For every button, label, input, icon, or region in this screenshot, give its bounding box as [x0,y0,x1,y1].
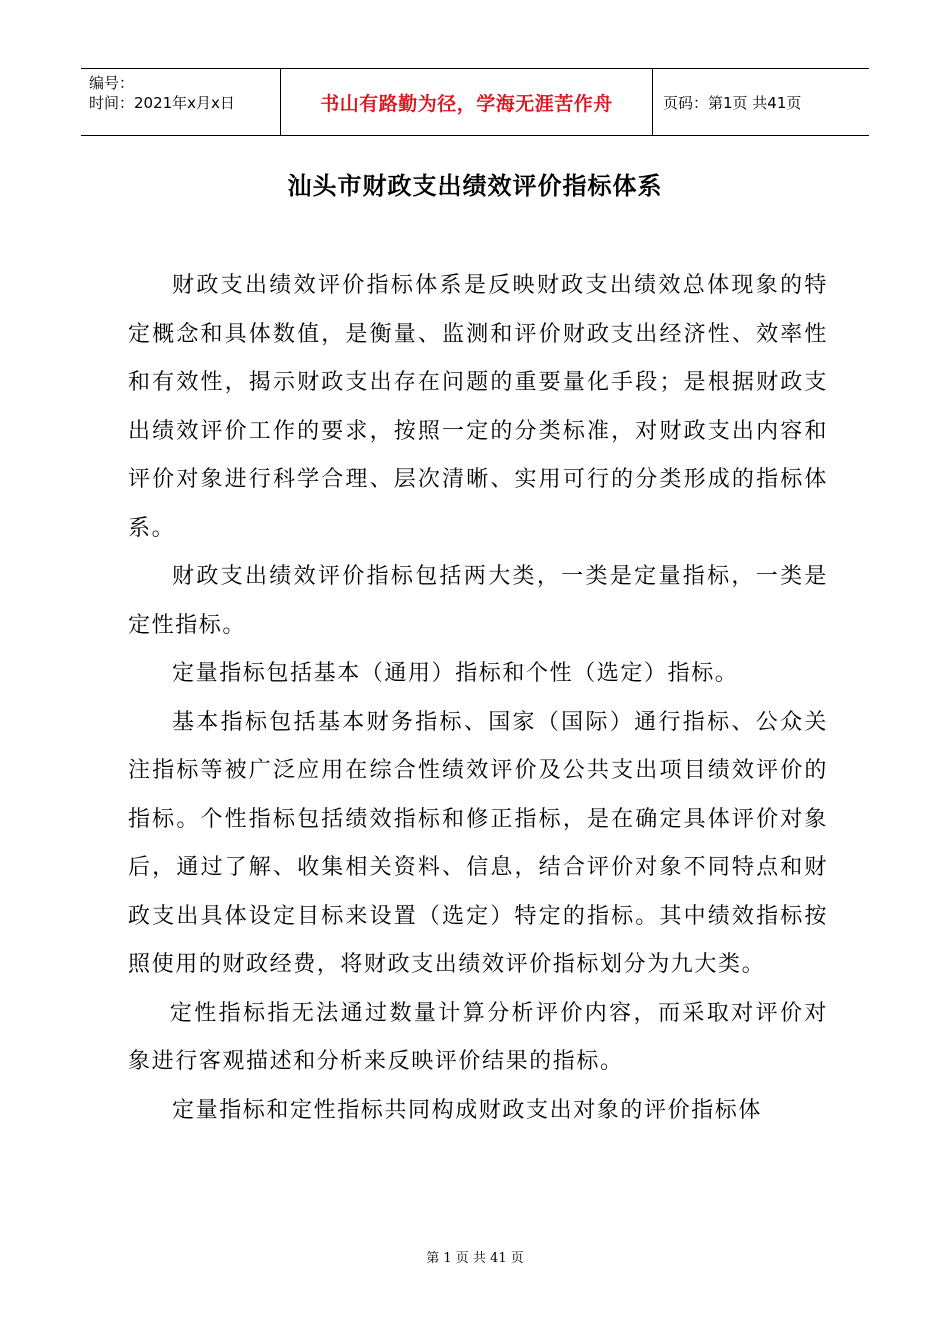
header-page-cell [653,69,869,135]
footer-page-number: 第 1 页 共 41 页 [426,1251,524,1266]
header-meta-cell [81,69,280,135]
paragraph: 财政支出绩效评价指标包括两大类，一类是定量指标，一类是定性指标。 [128,564,828,638]
page-footer [0,1247,950,1266]
date-label: 时间：2021年x月x日 [89,94,235,112]
motto-text: 书山有路勤为径，学海无涯苦作舟 [320,92,613,115]
document-body [128,262,828,1135]
paragraph: 定量指标包括基本（通用）指标和个性（选定）指标。 [172,661,739,686]
header-table [81,68,869,136]
paragraph: 定性指标指无法通过数量计算分析评价内容，而采取对评价对象进行客观描述和分析来反映评价结果的指标。 [128,1000,828,1074]
page-info-text: 页码：第1页 共41页 [663,93,802,112]
serial-number-label: 编号： [89,74,135,92]
paragraph: 定量指标和定性指标共同构成财政支出对象的评价指标体 [172,1097,763,1123]
paragraph: 基本指标包括基本财务指标、国家（国际）通行指标、公众关注指标等被广泛应用在综合性绩效评价及公共支出项目绩效评价的指标。个性指标包括绩效指标和修正指标，是在确定具体评价对象后，通过了解、收集相关资料、信息，结合评价对象不同特点和财政支出具体设定目标来设置（选定）特定的指标。其中绩效指标按照使用的财政经费，将财政支出绩效评价指标划分为九大类。 [128,709,828,977]
paragraph: 财政支出绩效评价指标体系是反映财政支出绩效总体现象的特定概念和具体数值，是衡量、监测和评价财政支出经济性、效率性和有效性，揭示财政支出存在问题的重要量化手段；是根据财政支出绩效评价工作的要求，按照一定的分类标准，对财政支出内容和评价对象进行科学合理、层次清晰、实用可行的分类形成的指标体系。 [128,273,828,541]
header-motto-cell [280,69,653,135]
document-title: 汕头市财政支出绩效评价指标体系 [287,171,663,200]
